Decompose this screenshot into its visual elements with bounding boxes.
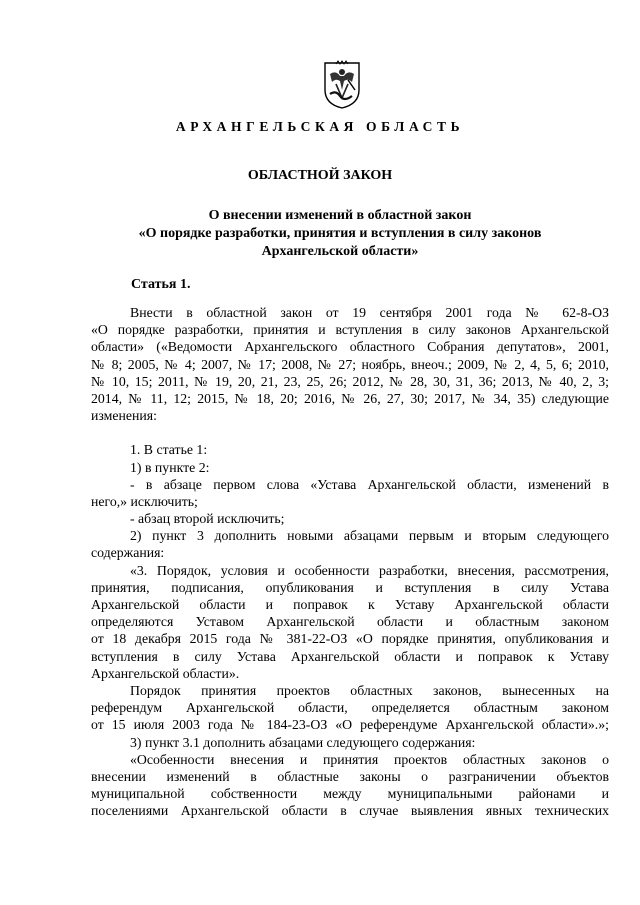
item-line: «Особенности внесения и принятия проектов областных законов о	[130, 751, 609, 767]
item-line: - абзац второй исключить;	[130, 511, 285, 527]
item-line: Архангельской области и поправок к Уставу Архангельской области	[91, 597, 609, 612]
item-line: - в абзаце первом слова «Устава Архангельской области, изменений в	[130, 476, 609, 492]
paragraph-line: Внести в областной закон от 19 сентября 2001 года № 62-8-ОЗ	[130, 305, 609, 320]
item-line: содержания:	[91, 545, 165, 561]
item-line: Архангельской области».	[91, 665, 240, 681]
item-line: 3) пункт 3.1 дополнить абзацами следующего содержания:	[130, 734, 476, 750]
paragraph-line: № 8; 2005, № 4; 2007, № 17; 2008, № 27; ноябрь, внеоч.; 2009, № 2, 4, 5, 6; 2010,	[91, 356, 609, 372]
item-line: 1) в пункте 2:	[130, 459, 210, 475]
item-line: него,» исключить;	[91, 493, 198, 509]
item-line: 2) пункт 3 дополнить новыми абзацами первым и вторым следующего	[130, 528, 609, 544]
coat-of-arms-emblem	[322, 60, 362, 110]
item-line: поселениями Архангельской области в случае выявления явных технических	[91, 803, 609, 819]
item-line: от 18 декабря 2015 года № 381-22-ОЗ «О порядке принятия, опубликования и	[91, 631, 609, 647]
item-line: принятия, подписания, опубликования и вступления в силу Устава	[91, 579, 609, 595]
item-line: от 15 июля 2003 года № 184-23-ОЗ «О референдуме Архангельской области».»;	[91, 717, 609, 733]
item-line: Порядок принятия проектов областных законов, вынесенных на	[130, 682, 609, 698]
paragraph-line: «О порядке разработки, принятия и вступления в силу законов Архангельской	[91, 322, 609, 338]
item-line: определяются Уставом Архангельской области и областным законом	[91, 614, 609, 630]
paragraph-line: изменения:	[91, 408, 157, 424]
item-line: 1. В статье 1:	[130, 442, 208, 458]
title-line: «О порядке разработки, принятия и вступления в силу законов	[138, 226, 542, 241]
article-heading: Статья 1.	[131, 277, 191, 292]
paragraph-line: области» («Ведомости Архангельского областного Собрания депутатов», 2001,	[91, 339, 609, 355]
paragraph-line: № 10, 15; 2011, № 19, 20, 21, 23, 25, 26; 2012, № 28, 30, 31, 36; 2013, № 40, 2, 3;	[91, 373, 609, 389]
title-line: О внесении изменений в областной закон	[208, 208, 472, 223]
article-body	[91, 304, 609, 819]
paragraph-line: 2014, № 11, 12; 2015, № 18, 20; 2016, № 26, 27, 30; 2017, № 34, 35) следующие	[91, 390, 609, 406]
item-line: «3. Порядок, условия и особенности разработки, внесения, рассмотрения,	[130, 562, 609, 578]
item-line: вступления в силу Устава Архангельской области и поправок к Уставу	[91, 648, 609, 664]
law-title	[120, 207, 560, 261]
title-line: Архангельской области»	[261, 244, 419, 259]
law-type-heading: ОБЛАСТНОЙ ЗАКОН	[247, 168, 393, 183]
item-line: муниципальной собственности между муниципальными районами и	[91, 786, 609, 802]
paragraph-gap	[91, 424, 609, 441]
item-line: внесении изменений в областные законы о разграничении объектов	[91, 768, 609, 784]
region-name: АРХАНГЕЛЬСКАЯ ОБЛАСТЬ	[175, 119, 465, 134]
item-line: референдум Архангельской области, определяется областным законом	[91, 700, 609, 716]
